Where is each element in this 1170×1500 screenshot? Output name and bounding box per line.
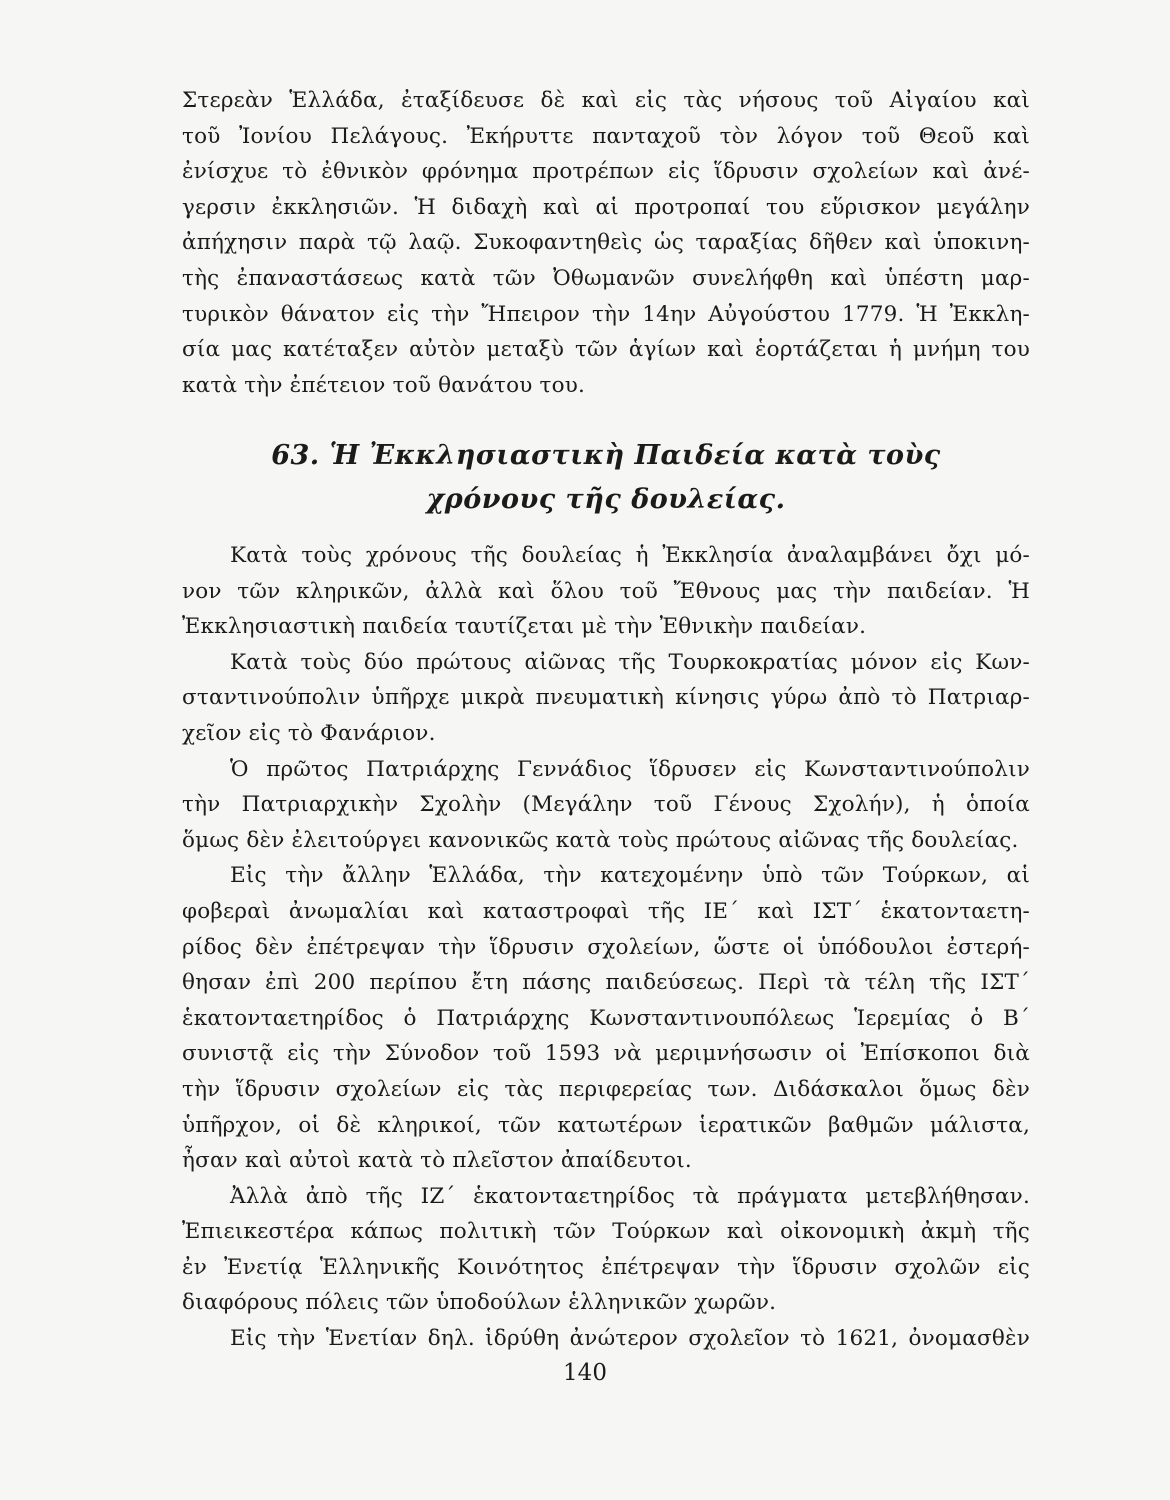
text-line: νον τῶν κληρικῶν, ἀλλὰ καὶ ὅλου τοῦ Ἔθνους μας τὴν παιδείαν. Ἡ <box>182 578 1030 604</box>
text-line: ἦσαν καὶ αὐτοὶ κατὰ τὸ πλεῖστον ἀπαίδευτοι. <box>182 1148 692 1174</box>
text-line: Εἰς τὴν Ἑνετίαν δηλ. ἱδρύθη ἀνώτερον σχολεῖον τὸ 1621, ὀνομασθὲν <box>230 1326 1030 1352</box>
page-number: 140 <box>563 1360 607 1386</box>
text-line: ὅμως δὲν ἐλειτούργει κανονικῶς κατὰ τοὺς πρώτους αἰῶνας τῆς δουλείας. <box>182 827 1019 853</box>
text-line: χεῖον εἰς τὸ Φανάριον. <box>182 720 436 746</box>
text-line: διαφόρους πόλεις τῶν ὑποδούλων ἑλληνικῶν χωρῶν. <box>182 1290 777 1316</box>
text-line: Ὁ πρῶτος Πατριάρχης Γεννάδιος ἵδρυσεν εἰς Κωνσταντινούπολιν <box>230 756 1030 782</box>
text-line: ἐν Ἐνετίᾳ Ἑλληνικῆς Κοινότητος ἐπέτρεψαν τὴν ἵδρυσιν σχολῶν εἰς <box>182 1254 1030 1280</box>
text-line: κατὰ τὴν ἐπέτειον τοῦ θανάτου του. <box>182 372 586 398</box>
text-line: τὴν Πατριαρχικὴν Σχολὴν (Μεγάλην τοῦ Γένους Σχολήν), ἡ ὁποία <box>182 792 1030 818</box>
section-body <box>182 538 1030 1357</box>
text-line: τοῦ Ἰονίου Πελάγους. Ἐκήρυττε πανταχοῦ τὸν λόγον τοῦ Θεοῦ καὶ <box>182 123 1030 149</box>
text-line: τὴς ἐπαναστάσεως κατὰ τῶν Ὀθωμανῶν συνελήφθη καὶ ὑπέστη μαρ- <box>182 265 1030 291</box>
text-line: Κατὰ τοὺς δύο πρώτους αἰῶνας τῆς Τουρκοκρατίας μόνον εἰς Κων- <box>230 649 1030 675</box>
text-line: γερσιν ἐκκλησιῶν. Ἡ διδαχὴ καὶ αἱ προτροπαί του εὕρισκον μεγάλην <box>182 194 1030 220</box>
text-line: φοβεραὶ ἀνωμαλίαι καὶ καταστροφαὶ τῆς ΙΕ΄ καὶ ΙΣΤ΄ ἑκατονταετη- <box>182 898 1030 924</box>
text-line: τὴν ἵδρυσιν σχολείων εἰς τὰς περιφερείας των. Διδάσκαλοι ὅμως δὲν <box>182 1076 1030 1102</box>
text-line: τυρικὸν θάνατον εἰς τὴν Ἤπειρον τὴν 14ην Αὐγούστου 1779. Ἡ Ἐκκλη- <box>182 301 1030 327</box>
text-line: ρίδος δὲν ἐπέτρεψαν τὴν ἵδρυσιν σχολείων, ὥστε οἱ ὑπόδουλοι ἐστερή- <box>182 934 1030 960</box>
text-line: Εἰς τὴν ἄλλην Ἑλλάδα, τὴν κατεχομένην ὑπὸ τῶν Τούρκων, αἱ <box>230 863 1030 889</box>
text-line: Ἀλλὰ ἀπὸ τῆς ΙΖ΄ ἑκατονταετηρίδος τὰ πράγματα μετεβλήθησαν. <box>230 1183 1030 1209</box>
continued-paragraph <box>182 83 1030 403</box>
text-line: ἀπήχησιν παρὰ τῷ λαῷ. Συκοφαντηθεὶς ὡς ταραξίας δῆθεν καὶ ὑποκινη- <box>182 230 1030 256</box>
text-line: ἑκατονταετηρίδος ὁ Πατριάρχης Κωνσταντινουπόλεως Ἱερεμίας ὁ Β΄ <box>182 1005 1030 1031</box>
text-line: ἐνίσχυε τὸ ἐθνικὸν φρόνημα προτρέπων εἰς ἵδρυσιν σχολείων καὶ ἀνέ- <box>182 159 1030 185</box>
text-line: θησαν ἐπὶ 200 περίπου ἔτη πάσης παιδεύσεως. Περὶ τὰ τέλη τῆς ΙΣΤ΄ <box>182 970 1030 996</box>
text-line: συνιστᾷ εἰς τὴν Σύνοδον τοῦ 1593 νὰ μεριμνήσωσιν οἱ Ἐπίσκοποι διὰ <box>182 1041 1030 1067</box>
text-line: Ἐπιεικεστέρα κάπως πολιτικὴ τῶν Τούρκων καὶ οἰκονομικὴ ἀκμὴ τῆς <box>182 1219 1030 1245</box>
text-line: Κατὰ τοὺς χρόνους τῆς δουλείας ἡ Ἐκκλησία ἀναλαμβάνει ὄχι μό- <box>230 543 1030 568</box>
text-line: σταντινούπολιν ὑπῆρχε μικρὰ πνευματικὴ κίνησις γύρω ἀπὸ τὸ Πατριαρ- <box>182 685 1030 711</box>
text-line: σία μας κατέταξεν αὐτὸν μεταξὺ τῶν ἁγίων καὶ ἑορτάζεται ἡ μνήμη του <box>182 337 1030 363</box>
section-heading-continued: χρόνους τῆς δουλείας. <box>426 484 786 515</box>
text-line: ὑπῆρχον, οἱ δὲ κληρικοί, τῶν κατωτέρων ἱερατικῶν βαθμῶν μάλιστα, <box>182 1112 1030 1138</box>
text-line: Στερεὰν Ἑλλάδα, ἐταξίδευσε δὲ καὶ εἰς τὰς νήσους τοῦ Αἰγαίου καὶ <box>182 88 1030 113</box>
section-heading: 63. Ἡ Ἐκκλησιαστικὴ Παιδεία κατὰ τοὺς <box>271 440 941 471</box>
text-line: Ἐκκλησιαστικὴ παιδεία ταυτίζεται μὲ τὴν Ἐθνικὴν παιδείαν. <box>182 614 867 640</box>
